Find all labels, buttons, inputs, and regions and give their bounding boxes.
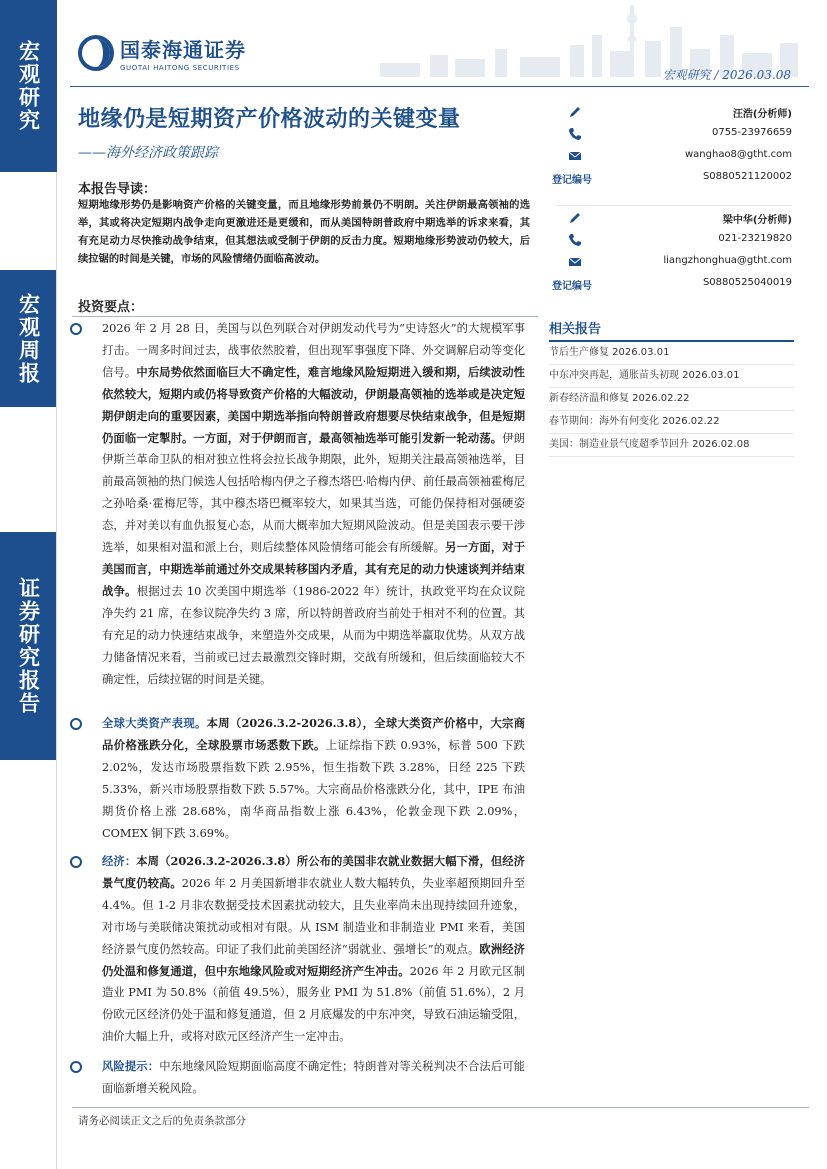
analyst-2-reg-row [552, 274, 792, 296]
related-report-item[interactable]: 中东冲突再起，通胀苗头初现 2026.03.01 [549, 365, 794, 388]
related-report-item[interactable]: 新春经济温和修复 2026.02.22 [549, 388, 794, 411]
point-text: 2026 年 2 月 28 日，美国与以色列联合对伊朗发动代号为“史诗怒火”的大规模军事打击。一周多时间过去，战事依然胶着，但出现军事强度下降、外交调解启动等变化信号。 [102, 322, 525, 379]
pen-icon [568, 211, 582, 225]
analyst-separator [556, 205, 792, 206]
investment-points-heading: 投资要点： [78, 300, 144, 315]
analyst-name: 汪浩(分析师) [732, 109, 792, 120]
point-text: 2026 年 2 月欧元区制造业 PMI 为 50.8%（前值 49.5%），服务业 PMI 为 51.8%（前值 51.6%），2 月份欧元区经济仍处于温和修复通道，但 2 月底爆发的中东冲突，导致石油运输受阻，油价大幅上升，或将对欧元区经济产生一定冲击。 [102, 964, 525, 1044]
registration-label: 登记编号 [552, 175, 592, 186]
footer-disclaimer: 请务必阅读正文之后的免责条款部分 [78, 1115, 246, 1127]
company-logo-icon [78, 35, 114, 71]
point-text: 上证综指下跌 0.93%，标普 500 下跌 2.02%，发达市场股票指数下跌 2.95%，恒生指数下跌 3.28%，日经 225 下跌 5.33%，新兴市场股票指数下跌 5.57%。大宗商品价格涨跌分化，其中，IPE 布油期货价格上涨 28.68%，南华商品指数上涨 6.43%，伦敦金现下跌 2.09%，COMEX 铜下跌 3.69%。 [102, 738, 525, 840]
point-emphasis: 另一方面，对于美国而言，中期选举前通过外交成果转移国内矛盾，其有充足的动力快速谈判并结束战争。 [102, 540, 525, 598]
analyst-phone: 021-23219820 [718, 233, 792, 244]
sidebar-divider [56, 172, 57, 1169]
point-paragraph-risk [102, 1056, 525, 1100]
related-report-item[interactable]: 美国：制造业景气度超季节回升 2026.02.08 [549, 434, 794, 457]
page-title: 地缘仍是短期资产价格波动的关键变量 [78, 107, 461, 132]
point-emphasis: 中东局势依然面临巨大不确定性，难言地缘风险短期进入缓和期，后续波动性依然较大，短期内或仍将导致资产价格的大幅波动，伊朗最高领袖的选举或是决定短期伊朗走向的重要因素，美国中期选举指向特朗普政府想要尽快结束战争，但是短期仍面临一定掣肘。一方面，对于伊朗而言，最高领袖选举可能引发新一轮动荡。 [102, 364, 525, 445]
point-paragraph-geopolitics [102, 318, 525, 690]
analyst-1-phone-row [560, 124, 792, 146]
analyst-registration-number: S0880525040019 [702, 277, 792, 288]
point-text: 2026 年 2 月美国新增非农就业人数大幅转负，失业率超预期回升至 4.4%。但 1-2 月非农数据受技术因素扰动较大，且失业率尚未出现持续回升迹象，对市场与美联储决策扰动或相对有限。从 ISM 制造业和非制造业 PMI 来看，美国经济景气度仍然较高。印证了我们此前美国经济“弱就业、强增长”的观点。 [102, 876, 525, 956]
point-lead: 全球大类资产表现。 [102, 716, 207, 730]
bullet-icon [70, 718, 82, 730]
intro-heading: 本报告导读： [78, 182, 157, 197]
analyst-1-name-row [560, 102, 792, 124]
point-paragraph-economy [102, 851, 525, 1048]
related-reports [549, 318, 794, 457]
point-text: 中东地缘风险短期面临高度不确定性；特朗普对等关税判决不合法后可能面临新增关税风险。 [102, 1060, 525, 1095]
footer-divider [72, 1107, 809, 1108]
bullet-icon [70, 323, 82, 335]
analyst-1-email-row [560, 146, 792, 168]
point-emphasis: 欧洲经济仍处温和修复通道，但中东地缘风险或对短期经济产生冲击。 [102, 941, 525, 978]
page-subtitle: ——海外经济政策跟踪 [78, 145, 218, 161]
report-category-date: 宏观研究 / 2026.03.08 [662, 68, 791, 82]
analyst-panel [552, 102, 792, 296]
analyst-phone: 0755-23976659 [712, 127, 792, 138]
related-report-item[interactable]: 节后生产修复 2026.03.01 [549, 342, 794, 365]
intro-text: 短期地缘形势仍是影响资产价格的关键变量，而且地缘形势前景仍不明朗。关注伊朗最高领袖的选举，其或将决定短期内战争走向更激进还是更缓和，而从美国特朗普政府中期选举的诉求来看，其有充足动力尽快推动战争结束，但其想法或受制于伊朗的反击力度。短期地缘形势波动仍较大，后续拉锯的时间是关键，市场的风险情绪仍面临高波动。 [78, 199, 530, 265]
analyst-registration-number: S0880521120002 [702, 171, 792, 182]
sidebar-section-macro-weekly: 宏观周报 [0, 270, 57, 407]
related-report-item[interactable]: 春节期间：海外有何变化 2026.02.22 [549, 411, 794, 434]
phone-icon [568, 127, 582, 141]
company-logo [78, 34, 246, 72]
analyst-2-email-row [560, 252, 792, 274]
point-text: 根据过去 10 次美国中期选举（1986-2022 年）统计，执政党平均在众议院净失约 21 席，在参议院净失约 3 席，所以特朗普政府当前处于相对不利的位置。其有充足的动力快速结束战争，来塑造外交成果，从而为中期选举赢取优势。从双方战力储备情况来看，当前或已过去最激烈交锋时期，交战有所缓和，但后续面临较大不确定性，后续拉锯的时间是关键。 [102, 584, 525, 686]
bullet-icon [70, 1061, 82, 1073]
phone-icon [568, 233, 582, 247]
analyst-email[interactable]: wanghao8@gtht.com [684, 149, 792, 160]
logo-chinese-name: 国泰海通证券 [120, 38, 246, 62]
point-emphasis: 本周（2026.3.2-2026.3.8），全球大类资产价格中，大宗商品价格涨跌分化，全球股票市场悉数下跌。 [102, 716, 525, 752]
points-divider [72, 316, 538, 317]
analyst-2-phone-row [560, 230, 792, 252]
point-paragraph-assets [102, 713, 525, 844]
analyst-2-name-row [560, 208, 792, 230]
analyst-email[interactable]: liangzhonghua@gtht.com [663, 255, 792, 266]
analyst-name: 梁中华(分析师) [722, 215, 792, 226]
sidebar-section-securities-report: 证券研究报告 [0, 532, 57, 760]
pen-icon [568, 105, 582, 119]
logo-english-name: GUOTAI HAITONG SECURITIES [120, 64, 240, 72]
sidebar [0, 0, 57, 1169]
email-icon [568, 255, 582, 269]
point-text: 伊朗伊斯兰革命卫队的相对独立性将会拉长战争期限，此外，短期关注最高领袖选举，目前最高领袖的热门候选人包括哈梅内伊之子穆杰塔巴·哈梅内伊、前任最高领袖霍梅尼之孙哈桑·霍梅尼等，其中穆杰塔巴概率较大，如果其当选，可能仍保持相对强硬姿态，并对美以有血仇报复心态，从而大概率加大短期风险波动。但是美国表示要干涉选举，如果相对温和派上台，则后续整体风险情绪可能会有所缓解。 [102, 431, 525, 555]
bullet-icon [70, 856, 82, 868]
related-reports-title: 相关报告 [549, 318, 794, 342]
email-icon [568, 149, 582, 163]
sidebar-section-macro-research: 宏观研究 [0, 0, 57, 172]
point-emphasis: 本周（2026.3.2-2026.3.8）所公布的美国非农就业数据大幅下滑，但经济景气度仍较高。 [102, 854, 525, 890]
header-divider [70, 86, 809, 87]
registration-label: 登记编号 [552, 281, 592, 292]
point-lead: 经济： [102, 854, 137, 868]
point-lead: 风险提示： [102, 1059, 160, 1073]
analyst-1-reg-row [552, 168, 792, 190]
